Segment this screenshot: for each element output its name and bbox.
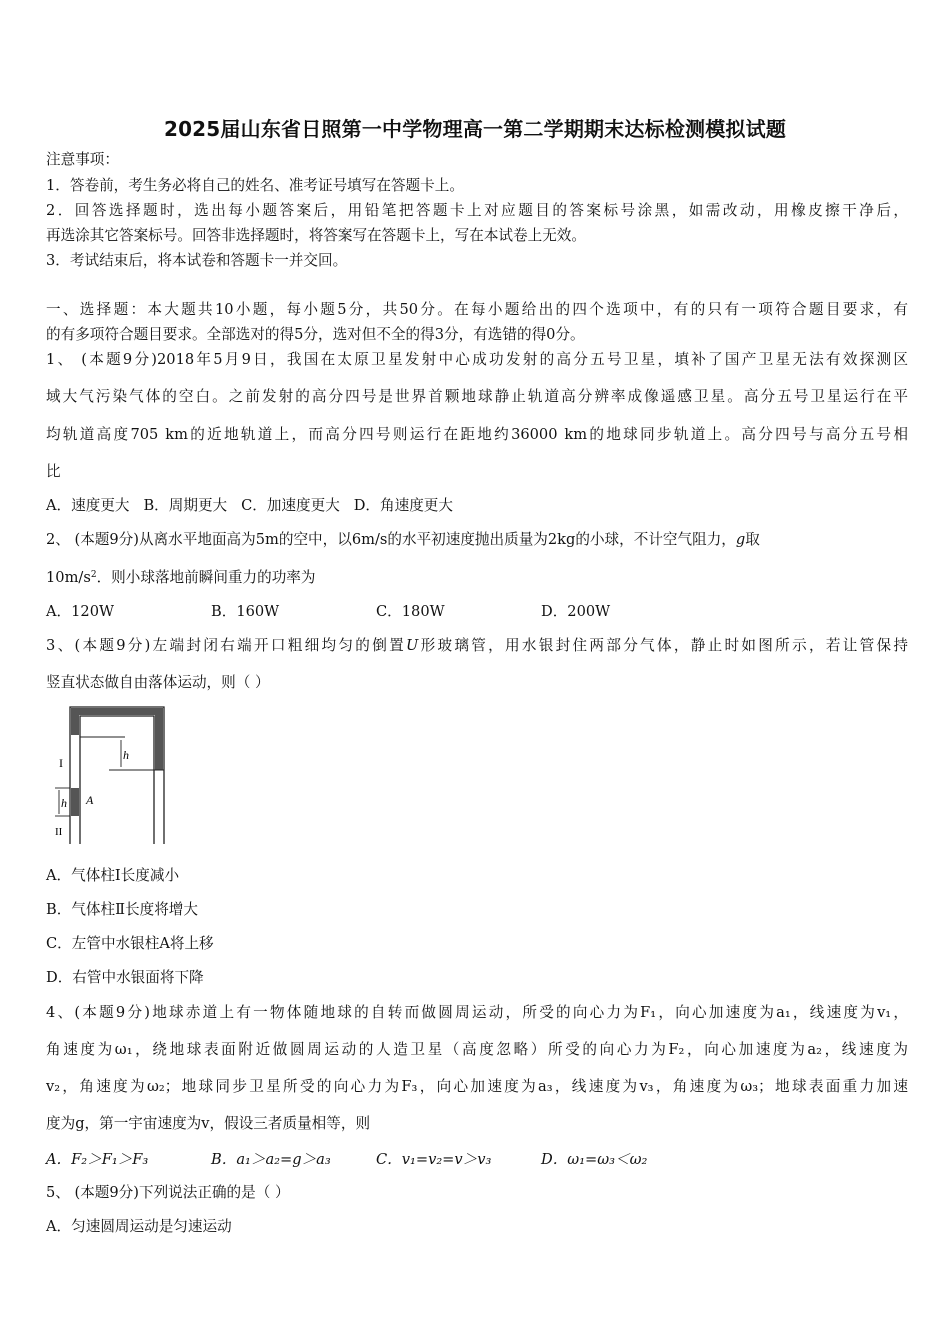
q1-options — [46, 496, 908, 516]
q1-line-4: 比 — [46, 463, 61, 480]
q3-line-1 — [46, 636, 908, 656]
notice-item-2-cont: 再选涂其它答案标号。回答非选择题时，将答案写在答题卡上，写在本试卷上无效。 — [46, 227, 586, 244]
exam-title: 2025届山东省日照第一中学物理高一第二学期期末达标检测模拟试题 — [163, 117, 787, 141]
q3-option-b[interactable]: B．气体柱Ⅱ长度将增大 — [46, 901, 198, 918]
q2-line-1-text: 2、 (本题9分)从离水平地面高为5m的空中，以6m/s的水平初速度抛出质量为2kg的小球，不计空气阻力， — [46, 531, 736, 548]
q2-option-c[interactable]: C．180W — [376, 603, 445, 620]
q3-option-c[interactable]: C．左管中水银柱A将上移 — [46, 935, 214, 952]
q4-option-a[interactable]: A．F₂＞F₁＞F₃ — [46, 1151, 149, 1168]
q4-option-c[interactable]: C．v₁=v₂=v＞v₃ — [376, 1151, 492, 1168]
q2-option-b[interactable]: B．160W — [211, 603, 280, 620]
q4-line-2: 角速度为ω₁，绕地球表面附近做圆周运动的人造卫星（高度忽略）所受的向心力为F₂，向心加速度为a₂，线速度为 — [46, 1041, 908, 1058]
label-h-left: h — [61, 796, 67, 810]
tube-top-mercury — [71, 708, 163, 715]
section-heading-line1: 一、选择题：本大题共10小题，每小题5分，共50分。在每小题给出的四个选项中，有的只有一项符合题目要求，有 — [46, 301, 908, 318]
q2-unit-exponent: 2 — [90, 570, 97, 580]
q1-option-a[interactable]: A．速度更大 — [46, 497, 130, 514]
q4-option-d[interactable]: D．ω₁=ω₃＜ω₂ — [541, 1151, 648, 1168]
mercury-column-a — [71, 788, 79, 816]
q4-line-1: 4、(本题9分)地球赤道上有一物体随地球的自转而做圆周运动，所受的向心力为F₁，向心加速度为a₁，线速度为v₁， — [46, 1004, 908, 1021]
q1-line-1: 1、 (本题9分)2018年5月9日，我国在太原卫星发射中心成功发射的高分五号卫星，填补了国产卫星无法有效探测区 — [46, 351, 908, 368]
q4-line-3: v₂，角速度为ω₂；地球同步卫星所受的向心力为F₃，向心加速度为a₃，线速度为v₃，角速度为ω₃；地球表面重力加速 — [46, 1078, 908, 1095]
q2-g-symbol: g — [735, 531, 746, 548]
tube-left-top-mercury — [71, 715, 79, 735]
q2-line-2-text: ．则小球落地前瞬间重力的功率为 — [96, 569, 316, 586]
q2-option-d[interactable]: D．200W — [541, 603, 611, 620]
q3-line-1-end: 形玻璃管，用水银封住两部分气体，静止时如图所示，若让管保持 — [418, 637, 908, 654]
label-h-right: h — [123, 748, 129, 762]
label-gas-i: I — [59, 756, 63, 770]
q1-option-b[interactable]: B．周期更大 — [143, 497, 228, 514]
q2-option-a[interactable]: A．120W — [46, 603, 114, 620]
label-gas-ii: II — [55, 826, 63, 838]
q1-option-c[interactable]: C．加速度更大 — [241, 497, 340, 514]
q2-unit: 10m/s — [46, 569, 91, 586]
q5-option-a[interactable]: A．匀速圆周运动是匀速运动 — [46, 1218, 232, 1235]
q3-line-1-text: 3、(本题9分)左端封闭右端开口粗细均匀的倒置 — [46, 637, 406, 654]
q4-line-4: 度为g，第一宇宙速度为v，假设三者质量相等，则 — [46, 1115, 371, 1132]
notice-item-3: 3．考试结束后，将本试卷和答题卡一并交回。 — [46, 252, 348, 269]
section-heading-line2: 的有多项符合题目要求。全部选对的得5分，选对但不全的得3分，有选错的得0分。 — [46, 326, 585, 343]
q1-option-d[interactable]: D．角速度更大 — [353, 497, 453, 514]
notice-item-2: 2．回答选择题时，选出每小题答案后，用铅笔把答题卡上对应题目的答案标号涂黑，如需改动，用橡皮擦干净后， — [46, 202, 908, 219]
tube-right-mercury — [155, 715, 163, 770]
label-a: A — [86, 793, 94, 807]
q3-option-a[interactable]: A．气体柱Ⅰ长度减小 — [46, 867, 180, 884]
q2-options — [46, 602, 908, 622]
q2-line-2 — [46, 568, 908, 588]
q3-option-d[interactable]: D．右管中水银面将下降 — [46, 969, 204, 986]
notice-item-1: 1．答卷前，考生务必将自己的姓名、准考证号填写在答题卡上。 — [46, 177, 464, 194]
q2-line-1-end: 取 — [745, 531, 760, 548]
q3-u-symbol: U — [405, 637, 419, 654]
notice-heading: 注意事项： — [46, 151, 119, 168]
u-tube-figure — [50, 705, 170, 847]
q4-option-b[interactable]: B．a₁＞a₂=g＞a₃ — [211, 1151, 331, 1168]
q3-line-2: 竖直状态做自由落体运动，则（ ） — [46, 674, 270, 691]
q4-options — [46, 1150, 908, 1170]
q5-line-1: 5、 (本题9分)下列说法正确的是（ ） — [46, 1184, 290, 1201]
q1-line-3: 均轨道高度705 km的近地轨道上，而高分四号则运行在距地约36000 km的地球同步轨道上。高分四号与高分五号相 — [46, 426, 908, 443]
q2-line-1 — [46, 530, 908, 550]
u-tube-outline — [70, 707, 164, 844]
q1-line-2: 域大气污染气体的空白。之前发射的高分四号是世界首颗地球静止轨道高分辨率成像遥感卫星。高分五号卫星运行在平 — [46, 388, 908, 405]
